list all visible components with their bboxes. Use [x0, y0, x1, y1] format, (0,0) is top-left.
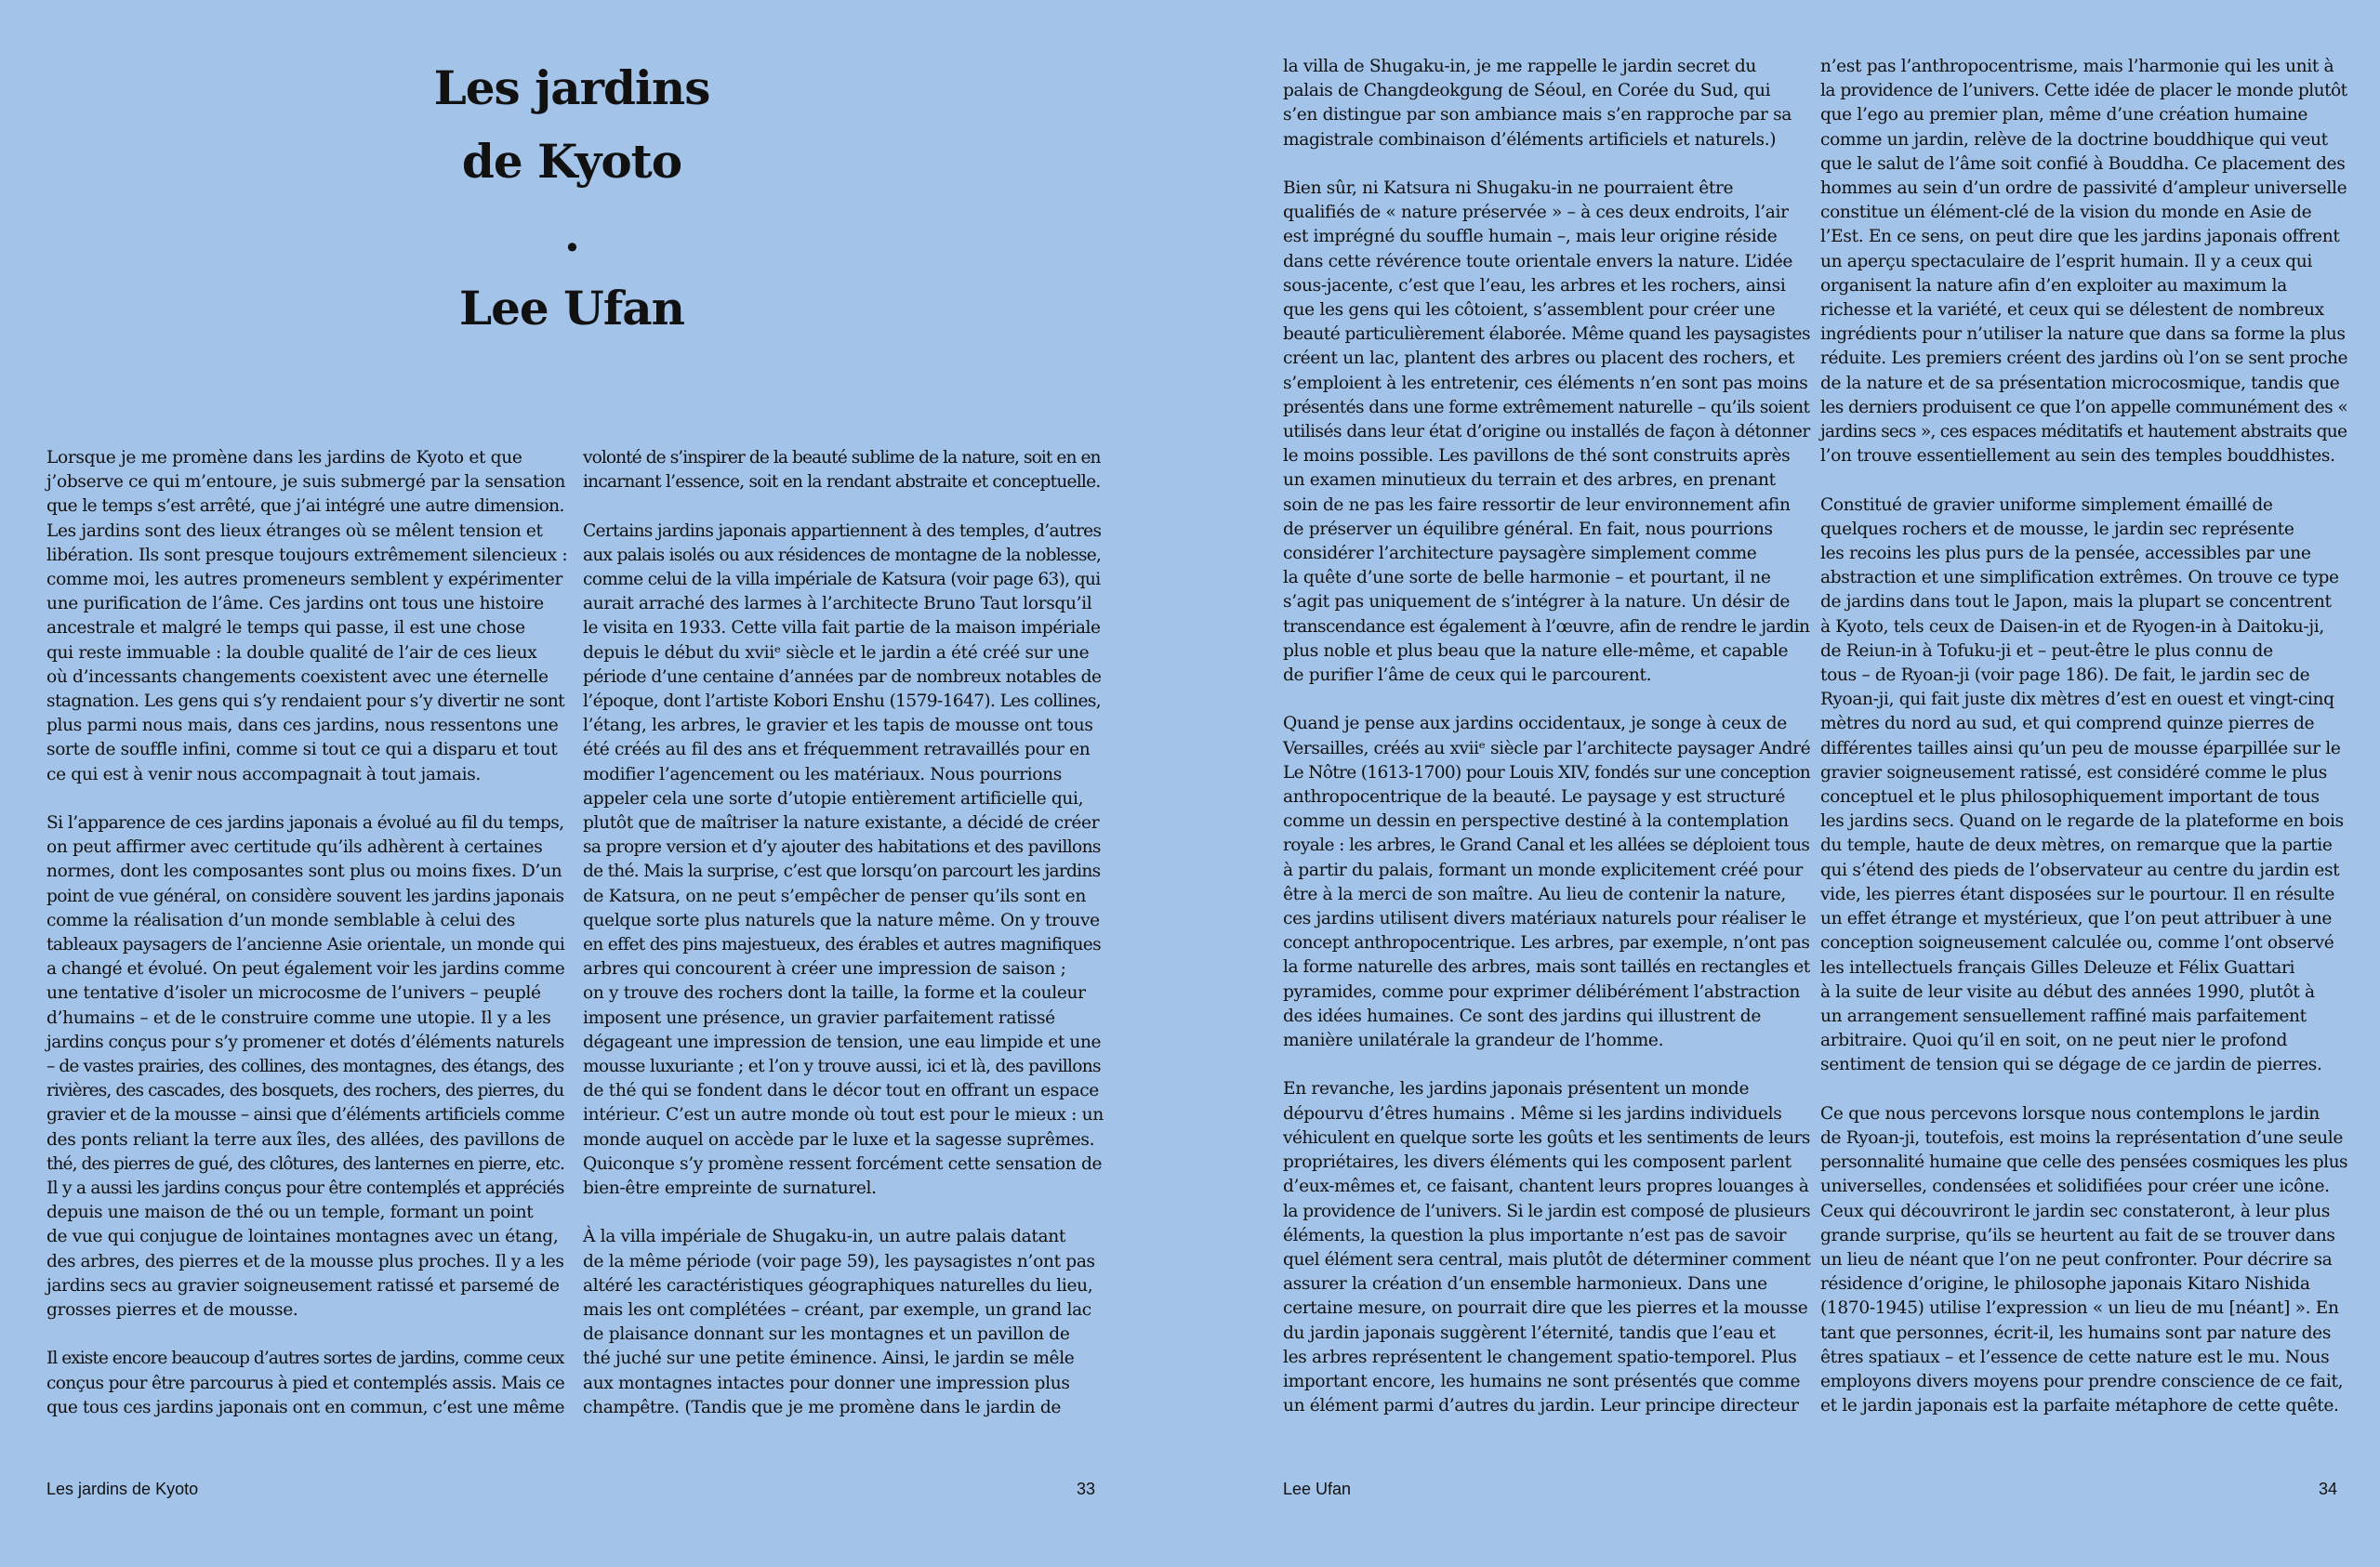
page-number-right: 34 [2319, 1480, 2338, 1498]
paragraph [583, 520, 1104, 1202]
text-line: transcendance est également à l’œuvre, afin de rendre le jardin [1283, 616, 1810, 637]
text-line: thé juché sur une petite éminence. Ainsi, le jardin se mêle [583, 1349, 1075, 1369]
paragraph [1820, 494, 2350, 1078]
text-line: que le temps s’est arrêté, que j’ai intégré une autre dimension. [46, 496, 564, 517]
text-line: appeler cela une sorte d’utopie entièrement artificielle qui, [583, 788, 1084, 809]
text-line: sorte de souffle infini, comme si tout ce qui a disparu et tout [46, 740, 558, 760]
text-line: thé, des pierres de gué, des clôtures, des lanternes en pierre, etc. [46, 1153, 564, 1174]
text-line: et le jardin japonais est la parfaite métaphore de cette quête. [1820, 1396, 2339, 1416]
text-line: plus parmi nous mais, dans ces jardins, nous ressentons une [46, 716, 559, 736]
text-line: mousse luxuriante ; et l’on y trouve aussi, ici et là, des pavillons [583, 1057, 1101, 1077]
text-line: considérer l’architecture paysagère simplement comme [1283, 544, 1757, 564]
text-line: Bien sûr, ni Katsura ni Shugaku-in ne pourraient être [1283, 178, 1734, 198]
text-line: s’emploient à les entretenir, ces éléments n’en sont pas moins [1283, 373, 1808, 393]
text-line: grosses pierres et de mousse. [46, 1300, 298, 1321]
text-line: vide, les pierres étant disposées sur le pourtour. Il en résulte [1820, 884, 2335, 904]
text-line: arbitraire. Quoi qu’il en soit, on ne peut nier le profond [1820, 1031, 2288, 1051]
title-line-2: de Kyoto [461, 134, 682, 189]
text-line: éléments, la question la plus importante n’est pas de savoir [1283, 1225, 1787, 1245]
text-line: quelque sorte plus naturels que la nature même. On y trouve [583, 910, 1100, 930]
text-line: les jardins secs. Quand on le regarde de la plateforme en bois [1820, 811, 2344, 832]
text-line: Si l’apparence de ces jardins japonais a évolué au fil du temps, [46, 813, 564, 834]
text-line: s’agit pas uniquement de s’intégrer à la nature. Un désir de [1283, 592, 1791, 612]
text-line: qui s’étend des pieds de l’observateur au centre du jardin est [1820, 860, 2340, 880]
text-line: Il y a aussi les jardins conçus pour être contemplés et appréciés [46, 1179, 564, 1199]
text-line: ces jardins utilisent divers matériaux naturels pour réaliser le [1283, 909, 1806, 929]
text-line: Ce que nous percevons lorsque nous contemplons le jardin [1820, 1103, 2320, 1124]
page-number-left: 33 [1077, 1480, 1096, 1498]
text-line: d’humains – et de le construire comme une utopie. Il y a les [46, 1007, 551, 1028]
text-line: point de vue général, on considère souvent les jardins japonais [46, 886, 564, 906]
paragraph [1283, 1077, 1813, 1418]
text-line: un lieu de néant que l’on ne peut confronter. Pour décrire sa [1820, 1249, 2333, 1270]
text-line: jardins conçus pour s’y promener et dotés d’éléments naturels [46, 1032, 564, 1052]
text-line: comme moi, les autres promeneurs semblent y expérimenter [46, 570, 562, 590]
text-line: à la suite de leur visite au début des années 1990, plutôt à [1820, 981, 2315, 1002]
text-line: d’eux-mêmes et, ce faisant, chantent leurs propres louanges à [1283, 1177, 1809, 1197]
text-line: comme la réalisation d’un monde semblable à celui des [46, 910, 515, 930]
paragraph [46, 446, 567, 787]
text-line: a changé et évolué. On peut également voir les jardins comme [46, 959, 565, 980]
text-line: la villa de Shugaku-in, je me rappelle le jardin secret du [1283, 57, 1757, 76]
text-line: tant que personnes, écrit-il, les humains sont par nature des [1820, 1323, 2332, 1343]
text-line: résidence d’origine, le philosophe japonais Kitaro Nishida [1820, 1274, 2310, 1295]
text-line: la quête d’une sorte de belle harmonie – et pourtant, il ne [1283, 568, 1771, 588]
paragraph [1283, 712, 1813, 1053]
text-line: le visita en 1933. Cette villa fait partie de la maison impériale [583, 618, 1101, 639]
text-line: rivières, des cascades, des bosquets, des rochers, des pierres, du [46, 1081, 564, 1101]
text-line: la forme naturelle des arbres, mais sont taillés en rectangles et [1283, 957, 1810, 978]
text-line: arbres qui concourent à créer une impression de saison ; [583, 959, 1066, 980]
text-line: des arbres, des pierres et de la mousse plus proches. Il y a les [46, 1251, 564, 1271]
text-line: un effet étrange et mystérieux, que l’on peut attribuer à une [1820, 909, 2333, 929]
text-line: gravier et de la mousse – ainsi que d’éléments artificiels comme [46, 1105, 565, 1126]
text-line: stagnation. Les gens qui s’y rendaient pour s’y divertir ne sont [46, 691, 565, 712]
text-line: assurer la création d’un ensemble harmonieux. Dans une [1283, 1274, 1767, 1295]
text-line: de jardins dans tout le Japon, mais la plupart se concentrent [1820, 592, 2332, 612]
text-line: À la villa impériale de Shugaku-in, un autre palais datant [583, 1227, 1065, 1247]
text-line: Les jardins sont des lieux étranges où se mêlent tension et [46, 520, 543, 541]
text-line: été créés au fil des ans et fréquemment retravaillés pour en [583, 740, 1091, 760]
text-line: de thé qui se fondent dans le décor tout en offrant un espace [583, 1081, 1099, 1101]
text-line: les recoins les plus purs de la pensée, accessibles par une [1820, 544, 2311, 564]
text-line: intérieur. C’est un autre monde où tout est pour le mieux : un [583, 1105, 1104, 1126]
text-line: Versailles, créés au xviiᵉ siècle par l’architecte paysager André [1283, 738, 1811, 758]
text-line: des idées humaines. Ce sont des jardins qui illustrent de [1283, 1006, 1762, 1026]
text-line: En revanche, les jardins japonais présentent un monde [1283, 1079, 1750, 1100]
text-line: de plaisance donnant sur les montagnes et un pavillon de [583, 1324, 1070, 1345]
text-line: universelles, condensées et solidifiées pour créer une icône. [1820, 1177, 2330, 1197]
text-line: Certains jardins japonais appartiennent à des temples, d’autres [583, 520, 1102, 541]
text-line: conceptuel et le plus philosophiquement important de tous [1820, 787, 2320, 808]
title-line-1: Les jardins [433, 60, 710, 115]
footer-running-title-left: Les jardins de Kyoto [46, 1480, 199, 1498]
text-line: magistrale combinaison d’éléments artificiels et naturels.) [1283, 129, 1777, 150]
text-line: ce qui est à venir nous accompagnait à tout jamais. [46, 764, 481, 784]
text-line: du jardin japonais suggèrent l’éternité, tandis que l’eau et [1283, 1323, 1776, 1343]
title-author: Lee Ufan [458, 281, 685, 336]
paragraph [1820, 55, 2350, 468]
text-line: du temple, haute de deux mètres, on remarque que la partie [1820, 836, 2333, 856]
text-line: jardins secs au gravier soigneusement ratissé et parsemé de [46, 1275, 560, 1296]
text-line: gravier soigneusement ratissé, est considéré comme le plus [1820, 762, 2327, 783]
text-line: l’on trouve essentiellement au sein des temples bouddhistes. [1820, 446, 2335, 467]
text-column-2 [583, 446, 1104, 1444]
text-line: royale : les arbres, le Grand Canal et les allées se déploient tous [1283, 836, 1810, 856]
text-line: n’est pas l’anthropocentrisme, mais l’harmonie qui les unit à [1820, 57, 2334, 76]
text-line: le moins possible. Les pavillons de thé sont construits après [1283, 446, 1791, 467]
text-line: de thé. Mais la surprise, c’est que lorsqu’on parcourt les jardins [583, 862, 1101, 882]
text-line: richesse et la variété, et ceux qui se délestent de nombreux [1820, 300, 2324, 321]
text-line: période d’une centaine d’années par de nombreux notables de [583, 666, 1102, 687]
text-line: êtres spatiaux – et l’essence de cette nature est le mu. Nous [1820, 1347, 2330, 1367]
text-line: certaine mesure, on pourrait dire que les pierres et la mousse [1283, 1298, 1808, 1319]
text-line: Quiconque s’y promène ressent forcément cette sensation de [583, 1153, 1103, 1174]
text-line: une tentative d’isoler un microcosme de l’univers – peuplé [46, 983, 541, 1004]
paragraph [583, 1225, 1104, 1420]
text-line: – de vastes prairies, des collines, des montagnes, des étangs, des [46, 1057, 564, 1077]
text-line: organisent la nature afin d’en exploiter au maximum la [1820, 275, 2287, 296]
text-line: monde auquel on accède par le luxe et la sagesse suprêmes. [583, 1129, 1095, 1150]
text-line: un arrangement sensuellement raffiné mais parfaitement [1820, 1006, 2307, 1026]
text-line: grande surprise, qu’ils se heurtent au fait de se trouver dans [1820, 1225, 2335, 1245]
text-line: en effet des pins majestueux, des érables et autres magnifiques [583, 935, 1101, 955]
text-line: de la nature et de sa présentation microcosmique, tandis que [1820, 373, 2340, 393]
text-line: concept anthropocentrique. Les arbres, par exemple, n’ont pas [1283, 933, 1810, 954]
text-line: (1870-1945) utilise l’expression « un lieu de mu [néant] ». En [1820, 1298, 2339, 1319]
text-line: palais de Changdeokgung de Séoul, en Corée du Sud, qui [1283, 81, 1771, 101]
text-line: de préserver un équilibre général. En fait, nous pourrions [1283, 519, 1773, 539]
text-line: où d’incessants changements coexistent avec une éternelle [46, 666, 549, 687]
text-line: l’époque, dont l’artiste Kobori Enshu (1579-1647). Les collines, [583, 691, 1102, 712]
paragraph [583, 446, 1104, 494]
text-line: des ponts reliant la terre aux îles, des allées, des pavillons de [46, 1129, 565, 1150]
text-line: Ceux qui découvriront le jardin sec constateront, à leur plus [1820, 1201, 2331, 1221]
text-line: les arbres représentent le changement spatio-temporel. Plus [1283, 1347, 1797, 1367]
text-line: tous – de Ryoan-ji (voir page 186). De fait, le jardin sec de [1820, 665, 2310, 686]
text-line: aurait arraché des larmes à l’architecte Bruno Taut lorsqu’il [583, 594, 1092, 614]
text-line: Il existe encore beaucoup d’autres sortes de jardins, comme ceux [46, 1349, 564, 1369]
text-line: que tous ces jardins japonais ont en commun, c’est une même [46, 1397, 565, 1417]
text-line: manière unilatérale la grandeur de l’homme. [1283, 1031, 1664, 1051]
text-line: utilisés dans leur état d’origine ou installés de façon à détonner [1283, 422, 1810, 442]
text-line: plus noble et plus beau que la nature elle-même, et capable [1283, 640, 1789, 661]
text-line: Constitué de gravier uniforme simplement émaillé de [1820, 494, 2273, 515]
text-line: abstraction et une simplification extrêmes. On trouve ce type [1820, 568, 2339, 588]
text-line: champêtre. (Tandis que je me promène dans le jardin de [583, 1397, 1062, 1417]
text-line: réduite. Les premiers créent des jardins où l’on se sent proche [1820, 349, 2348, 369]
text-line: à Kyoto, tels ceux de Daisen-in et de Ryogen-in à Daitoku-ji, [1820, 616, 2324, 637]
text-line: on y trouve des rochers dont la taille, la forme et la couleur [583, 983, 1086, 1004]
text-line: que l’ego au premier plan, même d’une création humaine [1820, 105, 2307, 125]
text-line: de Reiun-in à Tofuku-ji et – peut-être le plus connu de [1820, 640, 2273, 661]
text-line: plutôt que de maîtriser la nature existante, a décidé de créer [583, 813, 1100, 834]
text-column-1 [46, 446, 567, 1444]
text-line: altéré les caractéristiques géographiques naturelles du lieu, [583, 1275, 1093, 1296]
text-line: un élément parmi d’autres du jardin. Leur principe directeur [1283, 1396, 1799, 1416]
text-line: de vue qui conjugue de lointaines montagnes avec un étang, [46, 1227, 559, 1247]
text-line: Quand je pense aux jardins occidentaux, je songe à ceux de [1283, 714, 1787, 734]
text-line: tableaux paysagers de l’ancienne Asie orientale, un monde qui [46, 935, 565, 955]
text-line: mais les ont complétées – créant, par exemple, un grand lac [583, 1300, 1091, 1321]
text-column-3 [1283, 55, 1813, 1443]
text-line: la providence de l’univers. Cette idée de placer le monde plutôt [1820, 81, 2347, 101]
text-line: comme un dessin en perspective destiné à la contemplation [1283, 811, 1789, 832]
text-line: employons divers moyens pour prendre conscience de ce fait, [1820, 1371, 2344, 1391]
text-line: bien-être empreinte de surnaturel. [583, 1179, 877, 1199]
text-line: véhiculent en quelque sorte les goûts et les sentiments de leurs [1283, 1127, 1810, 1148]
text-line: les intellectuels français Gilles Deleuze et Félix Guattari [1820, 957, 2295, 978]
text-line: différentes tailles ainsi qu’un peu de mousse éparpillée sur le [1820, 738, 2341, 758]
text-line: comme celui de la villa impériale de Katsura (voir page 63), qui [583, 570, 1101, 589]
text-line: anthropocentrique de la beauté. Le paysage y est structuré [1283, 787, 1786, 808]
text-line: que le salut de l’âme soit confié à Bouddha. Ce placement des [1820, 153, 2346, 174]
text-line: être à la merci de son maître. Au lieu de contenir la nature, [1283, 884, 1786, 904]
paragraph [46, 811, 567, 1323]
text-line: libération. Ils sont presque toujours extrêmement silencieux : [46, 545, 568, 565]
paragraph [1820, 1102, 2350, 1419]
text-line: personnalité humaine que celle des pensées cosmiques les plus [1820, 1152, 2348, 1173]
text-line: comme un jardin, relève de la doctrine bouddhique qui veut [1820, 129, 2328, 150]
text-line: sous-jacente, c’est que l’eau, les arbres et les rochers, ainsi [1283, 275, 1786, 296]
text-line: Le Nôtre (1613-1700) pour Louis XIV, fondés sur une conception [1283, 762, 1810, 783]
text-line: j’observe ce qui m’entoure, je suis submergé par la sensation [46, 472, 566, 493]
text-line: à partir du palais, formant un monde explicitement créé pour [1283, 860, 1804, 880]
text-line: imposent une présence, un gravier parfaitement ratissé [583, 1007, 1055, 1028]
text-line: important encore, les humains ne sont présentés que comme [1283, 1371, 1801, 1391]
text-line: de Ryoan-ji, toutefois, est moins la représentation d’une seule [1820, 1127, 2344, 1148]
text-line: ancestrale et malgré le temps qui passe, il est une chose [46, 618, 525, 639]
text-line: aux palais isolés ou aux résidences de montagne de la noblesse, [583, 545, 1102, 565]
text-line: Lorsque je me promène dans les jardins de Kyoto et que [46, 448, 522, 467]
text-line: ingrédients pour n’utiliser la nature que dans sa forme la plus [1820, 324, 2346, 345]
text-line: qui reste immuable : la double qualité de l’air de ces lieux [46, 642, 537, 663]
text-line: hommes au sein d’un ordre de passivité d’ampleur universelle [1820, 178, 2347, 199]
text-line: quelques rochers et de mousse, le jardin sec représente [1820, 519, 2294, 539]
text-line: l’Est. En ce sens, on peut dire que les jardins japonais offrent [1820, 227, 2340, 247]
text-line: présentés dans une forme extrêmement naturelle – qu’ils soient [1283, 397, 1810, 417]
text-line: on peut affirmer avec certitude qu’ils adhèrent à certaines [46, 837, 543, 858]
text-line: dégageant une impression de tension, une eau limpide et une [583, 1032, 1102, 1052]
footer-running-title-right: Lee Ufan [1283, 1480, 1352, 1498]
text-line: de la même période (voir page 59), les paysagistes n’ont pas [583, 1251, 1095, 1271]
text-line: Ryoan-ji, qui fait juste dix mètres d’est en ouest et vingt-cinq [1820, 690, 2334, 710]
text-line: conception soigneusement calculée ou, comme l’ont observé [1820, 933, 2334, 954]
text-line: modifier l’agencement ou les matériaux. Nous pourrions [583, 764, 1062, 784]
text-line: constitue un élément-clé de la vision du monde en Asie de [1820, 203, 2312, 223]
text-line: pyramides, comme pour exprimer délibérément l’abstraction [1283, 981, 1801, 1002]
text-line: les derniers produisent ce que l’on appelle communément des « [1820, 397, 2348, 417]
text-line: de Katsura, on ne peut s’empêcher de penser qu’ils sont en [583, 886, 1086, 906]
text-column-4 [1820, 55, 2350, 1443]
text-line: s’en distingue par son ambiance mais s’en rapproche par sa [1283, 105, 1792, 125]
article-title [363, 51, 781, 345]
text-line: aux montagnes intactes pour donner une impression plus [583, 1373, 1070, 1393]
paragraph [46, 1347, 567, 1420]
text-line: dépourvu d’êtres humains . Même si les jardins individuels [1283, 1103, 1782, 1124]
text-line: conçus pour être parcourus à pied et contemplés assis. Mais ce [46, 1373, 565, 1393]
text-line: mètres du nord au sud, et qui comprend quinze pierres de [1820, 714, 2315, 734]
text-line: de purifier l’âme de ceux qui le parcourent. [1283, 665, 1652, 686]
text-line: un aperçu spectaculaire de l’esprit humain. Il y a ceux qui [1820, 251, 2312, 271]
text-line: depuis le début du xviiᵉ siècle et le jardin a été créé sur une [583, 642, 1090, 663]
text-line: que les gens qui les côtoient, s’assemblent pour créer une [1283, 300, 1776, 321]
title-separator: . [563, 207, 580, 262]
text-line: créent un lac, plantent des arbres ou placent des rochers, et [1283, 349, 1795, 369]
text-line: soin de ne pas les faire ressortir de leur environnement afin [1283, 494, 1791, 515]
text-line: volonté de s’inspirer de la beauté sublime de la nature, soit en en [583, 448, 1101, 467]
text-line: un examen minutieux du terrain et des arbres, en prenant [1283, 470, 1776, 491]
paragraph [1283, 177, 1813, 688]
text-line: jardins secs », ces espaces méditatifs et hautement abstraits que [1820, 422, 2347, 442]
text-line: incarnant l’essence, soit en la rendant abstraite et conceptuelle. [583, 472, 1101, 493]
text-line: qualifiés de « nature préservée » – à ces deux endroits, l’air [1283, 203, 1789, 223]
text-line: la providence de l’univers. Si le jardin est composé de plusieurs [1283, 1201, 1811, 1221]
text-line: normes, dont les composantes sont plus ou moins fixes. D’un [46, 862, 562, 882]
text-line: sentiment de tension qui se dégage de ce jardin de pierres. [1820, 1055, 2322, 1075]
text-line: est imprégné du souffle humain –, mais leur origine réside [1283, 227, 1778, 247]
text-line: sa propre version et d’y ajouter des habitations et des pavillons [583, 837, 1101, 858]
text-line: l’étang, les arbres, le gravier et les tapis de mousse ont tous [583, 716, 1093, 736]
paragraph [1283, 55, 1813, 152]
text-line: une purification de l’âme. Ces jardins ont tous une histoire [46, 594, 544, 614]
text-line: quel élément sera central, mais plutôt de déterminer comment [1283, 1249, 1811, 1270]
text-line: beauté particulièrement élaborée. Même quand les paysagistes [1283, 324, 1810, 345]
text-line: depuis une maison de thé ou un temple, formant un point [46, 1203, 534, 1223]
text-line: propriétaires, les divers éléments qui les composent parlent [1283, 1152, 1792, 1173]
text-line: dans cette révérence toute orientale envers la nature. L’idée [1283, 251, 1793, 271]
